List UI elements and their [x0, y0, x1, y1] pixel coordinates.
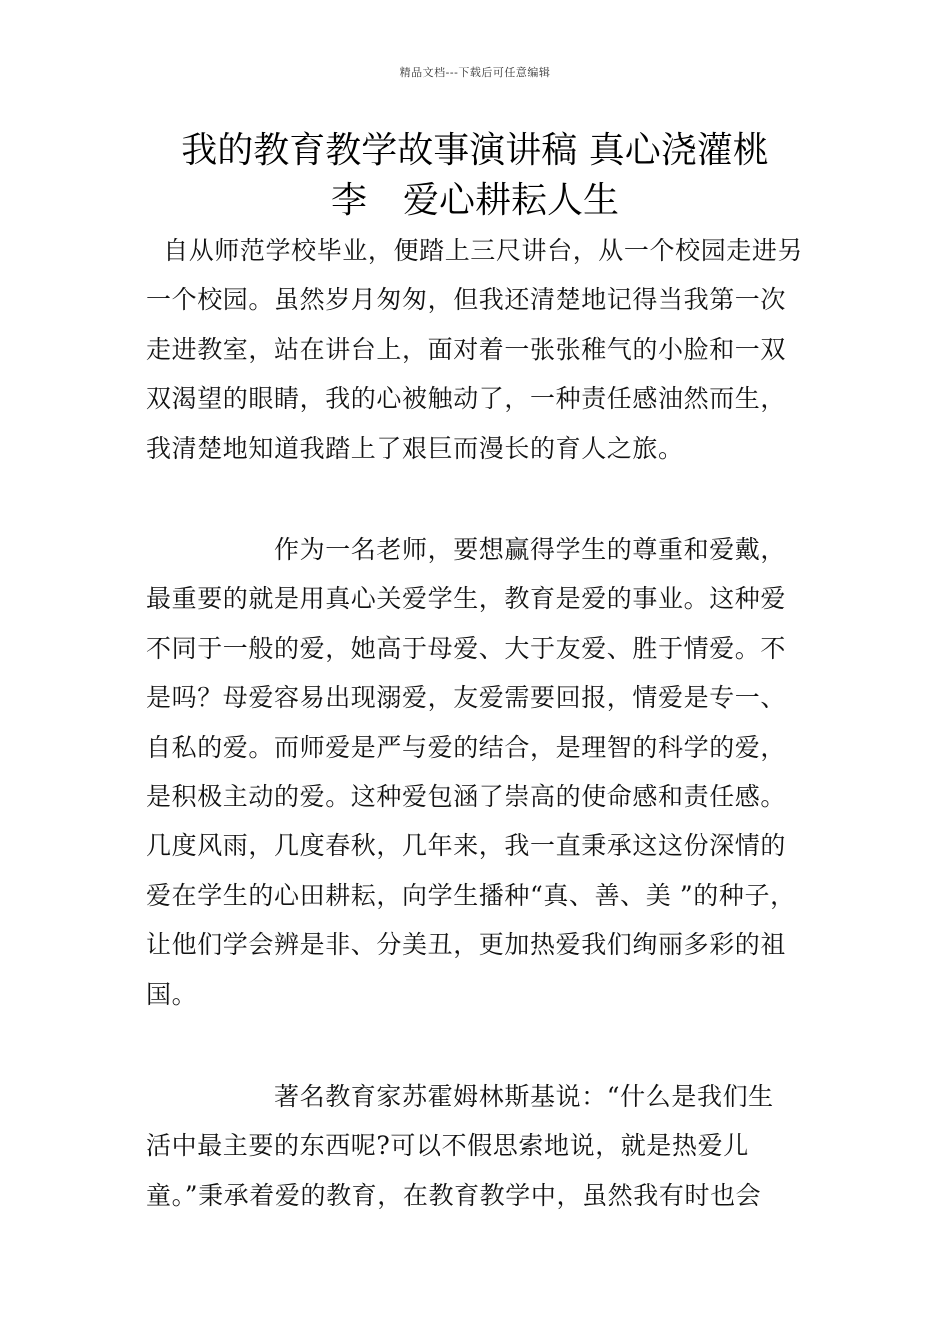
paragraph-2: [146, 525, 816, 1019]
text-line: 自从师范学校毕业，便踏上三尺讲台，从一个校园走进另: [146, 236, 804, 265]
text-line: 双渴望的眼睛，我的心被触动了，一种责任感油然而生，: [146, 384, 787, 414]
text-line: 自私的爱。而师爱是严与爱的结合，是理智的科学的爱，: [146, 732, 787, 762]
paragraph-3: [146, 1072, 816, 1220]
title-line: 李 爱心耕耘人生: [330, 180, 619, 221]
title-line: 我的教育教学故事演讲稿 真心浇灌桃: [181, 130, 769, 171]
paragraph-1: [146, 226, 816, 473]
header-note: 精品文档---下载后可任意编辑: [399, 66, 551, 79]
text-line: 几度风雨，几度春秋，几年来，我一直秉承这这份深情的: [146, 831, 787, 861]
text-line: 我清楚地知道我踏上了艰巨而漫长的育人之旅。: [146, 433, 684, 463]
text-line: 最重要的就是用真心关爱学生，教育是爱的事业。这种爱: [146, 584, 787, 614]
text-line: 童。”秉承着爱的教育，在教育教学中，虽然我有时也会: [146, 1180, 762, 1210]
text-line: 走进教室，站在讲台上，面对着一张张稚气的小脸和一双: [146, 334, 787, 364]
text-line: 让他们学会辨是非、分美丑，更加热爱我们绚丽多彩的祖: [146, 930, 787, 960]
text-line: 一个校园。虽然岁月匆匆，但我还清楚地记得当我第一次: [146, 285, 787, 315]
text-line: 活中最主要的东西呢?可以不假思索地说，就是热爱儿: [146, 1131, 749, 1161]
text-line: 著名教育家苏霍姆林斯基说：“什么是我们生: [146, 1082, 774, 1111]
document-title: [150, 126, 800, 226]
text-line: 是吗？母爱容易出现溺爱，友爱需要回报，情爱是专一、: [146, 683, 787, 713]
text-line: 不同于一般的爱，她高于母爱、大于友爱、胜于情爱。不: [146, 633, 787, 663]
text-line: 爱在学生的心田耕耘，向学生播种“真、善、美 ”的种子，: [146, 880, 796, 910]
text-line: 作为一名老师，要想赢得学生的尊重和爱戴，: [146, 535, 787, 564]
text-line: 是积极主动的爱。这种爱包涵了崇高的使命感和责任感。: [146, 781, 787, 811]
text-line: 国。: [146, 979, 198, 1009]
